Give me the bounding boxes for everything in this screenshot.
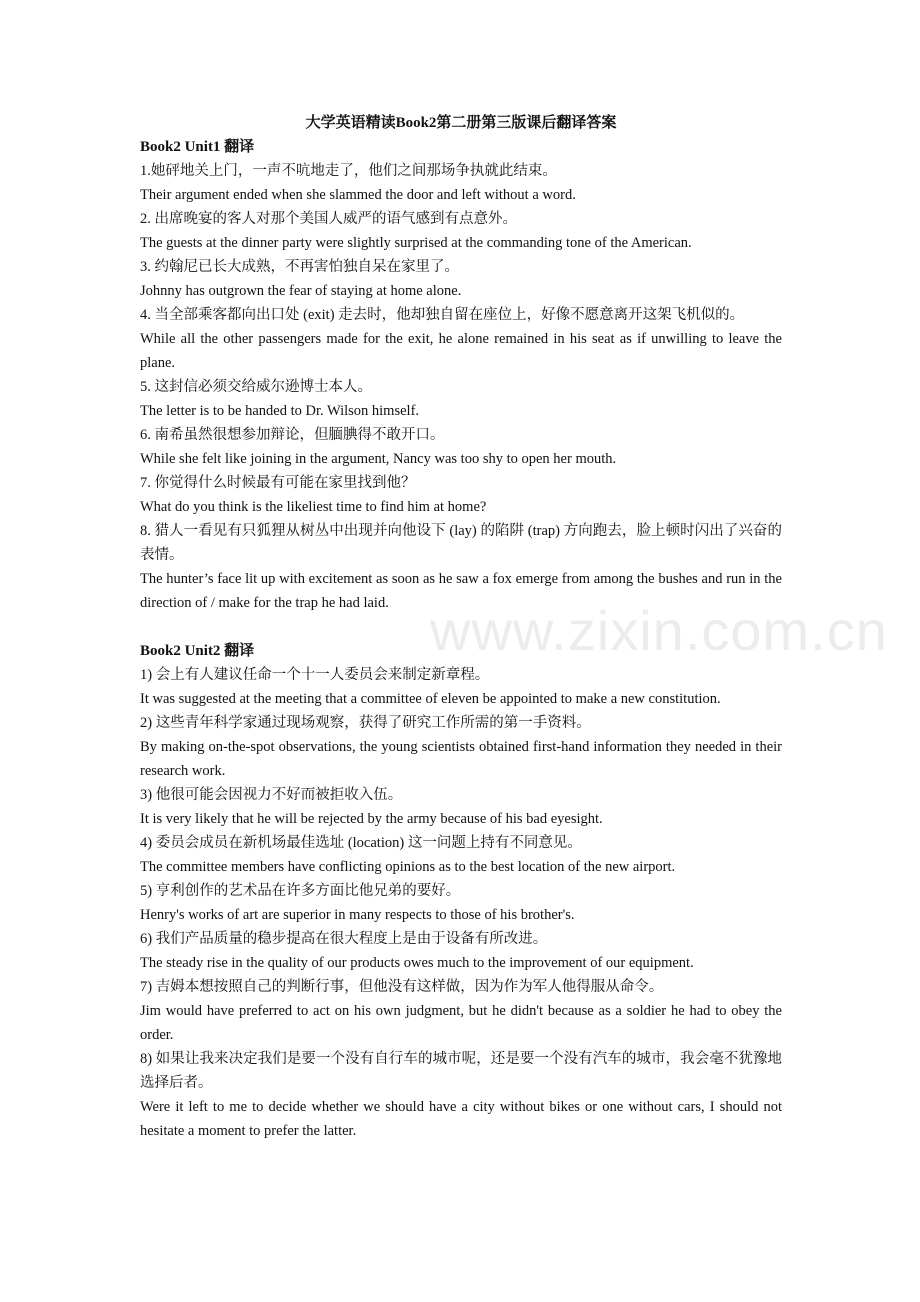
chinese-sentence: 5. 这封信必须交给威尔逊博士本人。	[140, 379, 372, 395]
translation-item	[140, 975, 782, 1047]
chinese-sentence: 4) 委员会成员在新机场最佳选址 (location) 这一问题上持有不同意见。	[140, 835, 582, 851]
english-translation: The guests at the dinner party were slightly surprised at the commanding tone of the American.	[140, 235, 692, 251]
translation-item	[140, 879, 782, 927]
translation-item	[140, 663, 782, 711]
english-translation: The hunter’s face lit up with excitement as soon as he saw a fox emerge from among the bushes and run in the direction of / make for the trap he had laid.	[140, 571, 782, 611]
english-translation: Jim would have preferred to act on his own judgment, but he didn't because as a soldier he had to obey the order.	[140, 1003, 782, 1043]
chinese-sentence: 6. 南希虽然很想参加辩论，但腼腆得不敢开口。	[140, 427, 445, 443]
translation-item	[140, 207, 782, 255]
chinese-sentence: 1) 会上有人建议任命一个十一人委员会来制定新章程。	[140, 667, 490, 683]
english-translation: While all the other passengers made for the exit, he alone remained in his seat as if unwilling to leave the plane.	[140, 331, 782, 371]
english-translation: Were it left to me to decide whether we should have a city without bikes or one without cars, I should not hesitate a moment to prefer the latter.	[140, 1099, 782, 1139]
chinese-sentence: 3) 他很可能会因视力不好而被拒收入伍。	[140, 787, 403, 803]
translation-item	[140, 831, 782, 879]
chinese-sentence: 6) 我们产品质量的稳步提高在很大程度上是由于设备有所改进。	[140, 931, 548, 947]
unit-heading: Book2 Unit1 翻译	[140, 139, 255, 155]
unit-section-1	[140, 135, 782, 615]
translation-item	[140, 375, 782, 423]
watermark: www.zixin.com.cn	[430, 599, 888, 662]
translation-item	[140, 423, 782, 471]
english-translation: Henry's works of art are superior in many respects to those of his brother's.	[140, 907, 575, 923]
unit-section-2	[140, 639, 782, 1143]
english-translation: What do you think is the likeliest time to find him at home?	[140, 499, 487, 515]
chinese-sentence: 7) 吉姆本想按照自己的判断行事，但他没有这样做，因为作为军人他得服从命令。	[140, 979, 664, 995]
chinese-sentence: 2. 出席晚宴的客人对那个美国人威严的语气感到有点意外。	[140, 211, 517, 227]
chinese-sentence: 7. 你觉得什么时候最有可能在家里找到他？	[140, 475, 416, 491]
translation-item	[140, 255, 782, 303]
english-translation: The letter is to be handed to Dr. Wilson himself.	[140, 403, 420, 419]
document-title: 大学英语精读Book2第二册第三版课后翻译答案	[305, 115, 617, 131]
english-translation: The committee members have conflicting opinions as to the best location of the new airport.	[140, 859, 676, 875]
english-translation: Johnny has outgrown the fear of staying at home alone.	[140, 283, 462, 299]
translation-item	[140, 927, 782, 975]
english-translation: The steady rise in the quality of our products owes much to the improvement of our equipment.	[140, 955, 694, 971]
english-translation: It is very likely that he will be rejected by the army because of his bad eyesight.	[140, 811, 603, 827]
unit-heading: Book2 Unit2 翻译	[140, 643, 255, 659]
translation-item	[140, 303, 782, 375]
chinese-sentence: 8) 如果让我来决定我们是要一个没有自行车的城市呢，还是要一个没有汽车的城市，我会毫不犹豫地选择后者。	[140, 1051, 782, 1091]
translation-item	[140, 711, 782, 783]
translation-item	[140, 519, 782, 615]
chinese-sentence: 3. 约翰尼已长大成熟，不再害怕独自呆在家里了。	[140, 259, 459, 275]
chinese-sentence: 8. 猎人一看见有只狐狸从树丛中出现并向他设下 (lay) 的陷阱 (trap) 方向跑去，脸上顿时闪出了兴奋的表情。	[140, 523, 782, 563]
english-translation: By making on-the-spot observations, the young scientists obtained first-hand information they needed in their research work.	[140, 739, 782, 779]
english-translation: While she felt like joining in the argument, Nancy was too shy to open her mouth.	[140, 451, 617, 467]
translation-item	[140, 471, 782, 519]
english-translation: Their argument ended when she slammed the door and left without a word.	[140, 187, 576, 203]
translation-item	[140, 1047, 782, 1143]
translation-item	[140, 159, 782, 207]
english-translation: It was suggested at the meeting that a committee of eleven be appointed to make a new constitution.	[140, 691, 721, 707]
chinese-sentence: 1.她砰地关上门，一声不吭地走了，他们之间那场争执就此结束。	[140, 163, 557, 179]
chinese-sentence: 5) 亨利创作的艺术品在许多方面比他兄弟的要好。	[140, 883, 461, 899]
chinese-sentence: 4. 当全部乘客都向出口处 (exit) 走去时，他却独自留在座位上，好像不愿意离开这架飞机似的。	[140, 307, 745, 323]
chinese-sentence: 2) 这些青年科学家通过现场观察，获得了研究工作所需的第一手资料。	[140, 715, 591, 731]
translation-item	[140, 783, 782, 831]
document-page	[140, 111, 782, 1143]
